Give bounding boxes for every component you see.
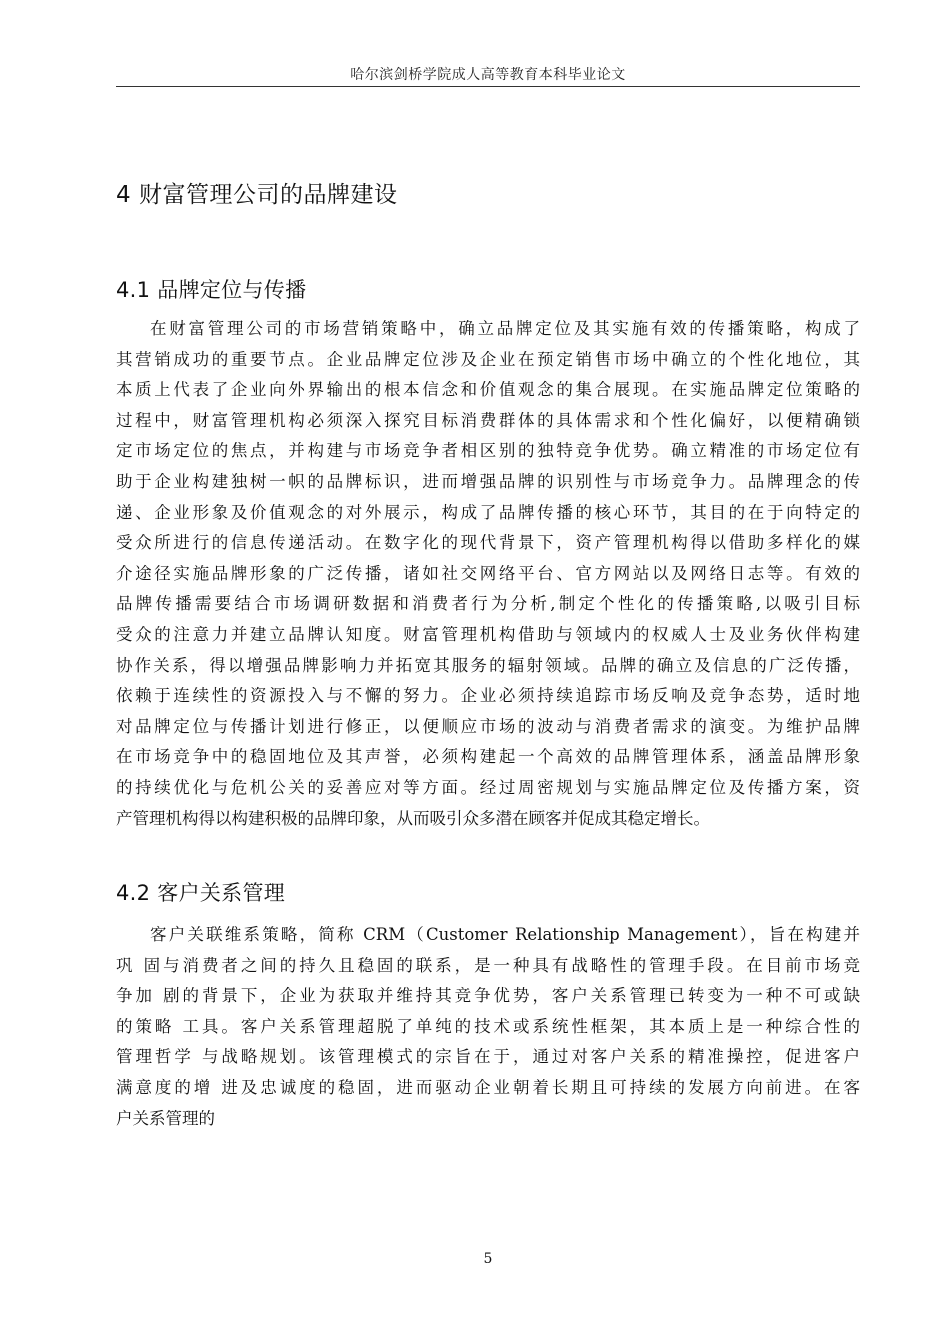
paragraph-line: 定市场定位的焦点，并构建与市场竞争者相区别的独特竞争优势。确立精准的市场定位有 <box>116 441 860 461</box>
paragraph-line: 的策略 工具。客户关系管理超脱了单纯的技术或系统性框架，其本质上是一种综合性的 <box>116 1016 860 1036</box>
paragraph-line: 对品牌定位与传播计划进行修正，以便顺应市场的波动与消费者需求的演变。为维护品牌 <box>116 716 860 736</box>
paragraph-line: 巩 固与消费者之间的持久且稳固的联系，是一种具有战略性的管理手段。在目前市场竞 <box>116 955 860 975</box>
paragraph-line: 依赖于连续性的资源投入与不懈的努力。企业必须持续追踪市场反响及竞争态势，适时地 <box>116 686 860 706</box>
paragraph-line: 品牌传播需要结合市场调研数据和消费者行为分析,制定个性化的传播策略,以吸引目标 <box>116 594 860 614</box>
paragraph-line: 满意度的增 进及忠诚度的稳固，进而驱动企业朝着长期且可持续的发展方向前进。在客 <box>116 1077 860 1097</box>
running-header: 哈尔滨剑桥学院成人高等教育本科毕业论文 <box>350 67 626 83</box>
paragraph-line: 本质上代表了企业向外界输出的根本信念和价值观念的集合展现。在实施品牌定位策略的 <box>116 380 860 400</box>
paragraph-line: 受众所进行的信息传递活动。在数字化的现代背景下，资产管理机构得以借助多样化的媒 <box>116 533 860 553</box>
section-4-1-body <box>116 314 860 834</box>
paragraph-line: 其营销成功的重要节点。企业品牌定位涉及企业在预定销售市场中确立的个性化地位，其 <box>116 349 860 369</box>
paragraph-line: 产管理机构得以构建积极的品牌印象，从而吸引众多潜在顾客并促成其稳定增长。 <box>116 808 710 828</box>
paragraph-line: 过程中，财富管理机构必须深入探究目标消费群体的具体需求和个性化偏好，以便精确锁 <box>116 410 860 430</box>
header-rule <box>116 86 860 87</box>
paragraph-line: 争加 剧的背景下，企业为获取并维持其竞争优势，客户关系管理已转变为一种不可或缺 <box>116 986 860 1006</box>
section-4-2-body <box>116 920 860 1134</box>
paragraph-line: 助于企业构建独树一帜的品牌标识，进而增强品牌的识别性与市场竞争力。品牌理念的传 <box>116 471 860 491</box>
paragraph-line: 户关系管理的 <box>116 1108 215 1128</box>
paragraph-line: 递、企业形象及价值观念的对外展示，构成了品牌传播的核心环节，其目的在于向特定的 <box>116 502 860 522</box>
paragraph-line: 在财富管理公司的市场营销策略中，确立品牌定位及其实施有效的传播策略，构成了 <box>150 319 860 338</box>
page-number: 5 <box>483 1251 493 1267</box>
section-title-4-2: 4.2 客户关系管理 <box>116 881 286 905</box>
chapter-title: 4 财富管理公司的品牌建设 <box>116 182 398 208</box>
section-title-4-1: 4.1 品牌定位与传播 <box>116 278 307 302</box>
paragraph-line: 受众的注意力并建立品牌认知度。财富管理机构借助与领域内的权威人士及业务伙伴构建 <box>116 624 860 644</box>
paragraph-line: 管理哲学 与战略规划。该管理模式的宗旨在于，通过对客户关系的精准操控，促进客户 <box>116 1047 860 1067</box>
paragraph-line: 协作关系，得以增强品牌影响力并拓宽其服务的辐射领域。品牌的确立及信息的广泛传播， <box>116 655 860 675</box>
paragraph-line: 介途径实施品牌形象的广泛传播，诸如社交网络平台、官方网站以及网络日志等。有效的 <box>116 563 860 583</box>
paragraph-line: 客户关联维系策略，简称 CRM（Customer Relationship Management），旨在构建并 <box>150 925 860 944</box>
paragraph-line: 的持续优化与危机公关的妥善应对等方面。经过周密规划与实施品牌定位及传播方案，资 <box>116 777 860 797</box>
paragraph-line: 在市场竞争中的稳固地位及其声誉，必须构建起一个高效的品牌管理体系，涵盖品牌形象 <box>116 747 860 767</box>
